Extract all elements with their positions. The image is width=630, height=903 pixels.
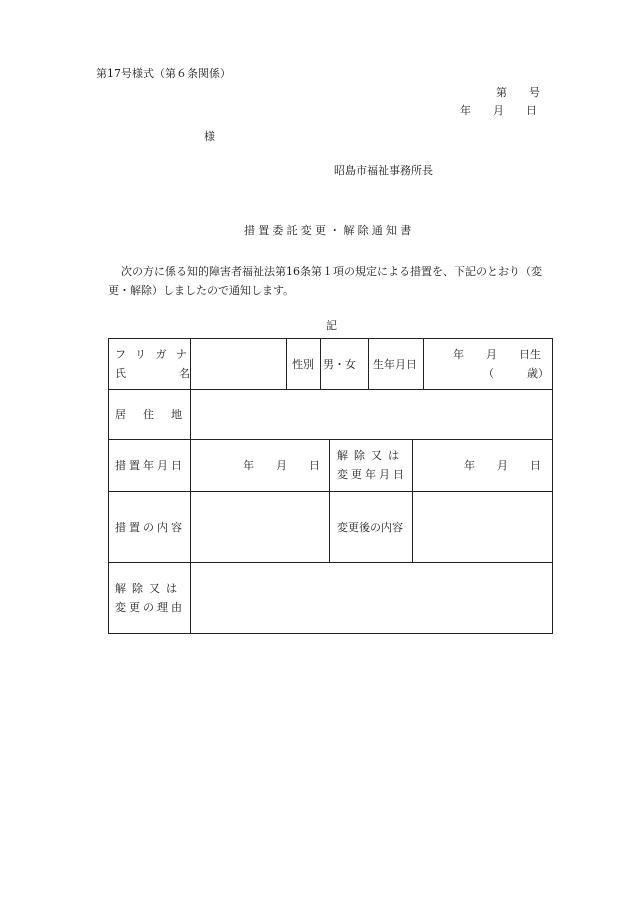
issuer-name: 昭島市福祉事務所長	[334, 164, 433, 177]
measure-date-label: 措置年月日	[115, 459, 185, 472]
birthdate-value: 年 月 日生	[453, 348, 541, 361]
column-divider	[190, 338, 191, 634]
name-label: 氏名	[115, 367, 243, 380]
table-border-left	[108, 338, 109, 634]
notice-table	[108, 338, 553, 634]
addressee-suffix: 様	[204, 130, 215, 143]
address-label: 居住地	[115, 408, 199, 421]
after-change-label: 変更後の内容	[337, 521, 403, 534]
content-label: 措置の内容	[115, 521, 185, 534]
reason-label-1: 解除又は	[115, 582, 183, 595]
change-date-value: 年 月 日	[464, 459, 541, 472]
document-number: 第 号	[496, 86, 540, 99]
row-divider	[108, 562, 553, 563]
row-divider	[108, 439, 553, 440]
table-border-right	[552, 338, 553, 634]
column-divider	[423, 338, 424, 390]
furigana-label: フリガナ	[115, 348, 197, 361]
row-divider	[108, 389, 553, 390]
ki-heading: 記	[326, 319, 337, 332]
column-divider	[286, 338, 287, 390]
sex-label: 性別	[292, 358, 314, 371]
issue-date: 年 月 日	[460, 104, 537, 117]
change-date-label-1: 解除又は	[337, 449, 405, 462]
table-border-top	[108, 338, 553, 339]
reason-label-2: 変更の理由	[115, 601, 185, 614]
sex-options: 男・女	[323, 358, 356, 371]
column-divider	[320, 338, 321, 390]
row-divider	[108, 491, 553, 492]
column-divider	[368, 338, 369, 390]
document-title: 措置委託変更・解除通知書	[244, 224, 415, 237]
column-divider	[412, 439, 413, 563]
change-date-label-2: 変更年月日	[337, 468, 407, 481]
form-label: 第17号様式（第６条関係）	[96, 67, 231, 80]
age-value: （ 歳）	[483, 367, 549, 380]
birthdate-label: 生年月日	[373, 358, 417, 371]
measure-date-value: 年 月 日	[243, 459, 320, 472]
table-border-bottom	[108, 633, 553, 634]
column-divider	[329, 439, 330, 563]
body-line-2: 更・解除）しましたので通知します。	[108, 284, 295, 297]
body-line-1: 次の方に係る知的障害者福祉法第16条第１項の規定による措置を、下記のとおり（変	[121, 265, 542, 278]
